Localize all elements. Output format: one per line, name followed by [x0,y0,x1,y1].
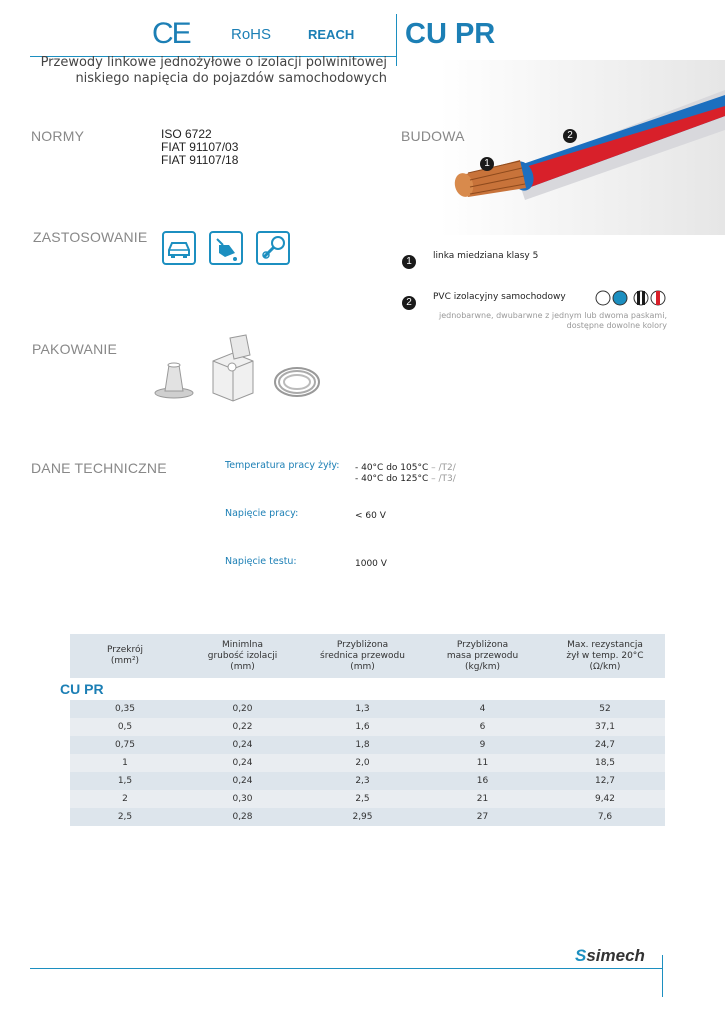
cable-marker-1: 1 [480,151,494,171]
header-cross-section: Przekrój (mm²) [70,634,180,678]
table-cell: 11 [420,754,545,772]
table-cell: 9 [420,736,545,754]
brand-name: simech [586,946,645,965]
table-cell: 2,0 [305,754,420,772]
norm-item: FIAT 91107/18 [161,153,239,167]
zastosowanie-heading: ZASTOSOWANIE [33,229,148,245]
spark-plug-icon [256,231,290,265]
table-cell: 0,24 [180,754,305,772]
ce-mark: CE [152,17,190,50]
temperature-line-2: - 40°C do 125°C – /T3/ [355,474,456,484]
table-cell: 4 [420,700,545,718]
budowa-item-2 [402,290,566,310]
temperature-values [355,463,456,485]
subtitle-line-2: niskiego napięcia do pojazdów samochodowych [75,71,387,86]
table-cell: 1 [70,754,180,772]
table-header-row [70,634,665,678]
cable-marker-2: 2 [563,123,577,143]
budowa-item-1 [402,249,539,269]
table-cell: 12,7 [545,772,665,790]
table-cell: 2,5 [305,790,420,808]
table-cell: 24,7 [545,736,665,754]
working-voltage-label: Napięcie pracy: [225,508,299,519]
header-diameter: Przybliżona średnica przewodu (mm) [305,634,420,678]
table-cell: 16 [420,772,545,790]
norm-item: FIAT 91107/03 [161,140,239,154]
table-cell: 2,3 [305,772,420,790]
budowa-number-2: 2 [402,296,416,310]
table-cell: 0,20 [180,700,305,718]
pakowanie-heading: PAKOWANIE [32,341,118,357]
table-cell: 2,5 [70,808,180,826]
table-row [70,736,665,754]
footer-brand [575,946,645,966]
table-cell: 1,5 [70,772,180,790]
dane-heading: DANE TECHNICZNE [31,460,167,476]
table-cell: 2 [70,790,180,808]
table-row [70,700,665,718]
table-row [70,754,665,772]
budowa-number-1: 1 [402,255,416,269]
temperature-label: Temperatura pracy żyły: [225,460,340,471]
table-row [70,808,665,826]
table-cell: 0,24 [180,736,305,754]
test-voltage-value: 1000 V [355,559,387,569]
page-subtitle [30,55,387,87]
spool-icon [153,355,195,400]
insulation-color-swatches [595,290,667,306]
header-resistance: Max. rezystancja żył w temp. 20°C (Ω/km) [545,634,665,678]
table-cell: 27 [420,808,545,826]
footer-divider [662,955,663,997]
car-icon [162,231,196,265]
normy-list [161,128,238,167]
color-note-line-2: dostępne dowolne kolory [566,321,667,330]
table-cell: 0,28 [180,808,305,826]
table-cell: 0,5 [70,718,180,736]
table-row [70,772,665,790]
header-divider [396,14,397,66]
brand-logo-icon: S [575,946,587,965]
table-cell: 7,6 [545,808,665,826]
budowa-text-1: linka miedziana klasy 5 [433,251,539,261]
budowa-text-2: PVC izolacyjny samochodowy [433,292,566,302]
header-insulation: Minimlna grubość izolacji (mm) [180,634,305,678]
table-cell: 1,8 [305,736,420,754]
color-note-line-1: jednobarwne, dwubarwne z jednym lub dwoma paskami, [439,311,667,320]
table-cell: 21 [420,790,545,808]
table-cell: 0,75 [70,736,180,754]
oil-can-icon [209,231,243,265]
product-code: CU PR [405,18,496,50]
table-cell: 0,30 [180,790,305,808]
temperature-line-1: - 40°C do 105°C – /T2/ [355,463,456,473]
norm-item: ISO 6722 [161,127,212,141]
table-cell: 52 [545,700,665,718]
table-cell: 6 [420,718,545,736]
reach-mark: REACH [308,27,355,42]
subtitle-line-1: Przewody linkowe jednożyłowe o izolacji polwinitowej [40,55,387,70]
table-cell: 18,5 [545,754,665,772]
normy-heading: NORMY [31,128,85,144]
spec-table [60,634,665,826]
cable-illustration [440,60,725,235]
table-cell: 9,42 [545,790,665,808]
table-row [70,790,665,808]
table-cell: 0,35 [70,700,180,718]
table-cell: 0,22 [180,718,305,736]
budowa-heading: BUDOWA [401,128,465,144]
header-mass: Przybliżona masa przewodu (kg/km) [420,634,545,678]
table-cell: 1,6 [305,718,420,736]
table-cell: 37,1 [545,718,665,736]
footer-rule [30,968,662,969]
table-cell: 2,95 [305,808,420,826]
table-row [70,718,665,736]
working-voltage-value: < 60 V [355,511,386,521]
color-note [439,311,667,331]
rohs-mark: RoHS [231,26,272,43]
table-cell: 0,24 [180,772,305,790]
table-group-label: CU PR [60,681,104,697]
test-voltage-label: Napięcie testu: [225,556,297,567]
table-cell: 1,3 [305,700,420,718]
coil-icon [272,362,322,400]
table-group-row [70,678,665,700]
box-icon [208,333,258,403]
